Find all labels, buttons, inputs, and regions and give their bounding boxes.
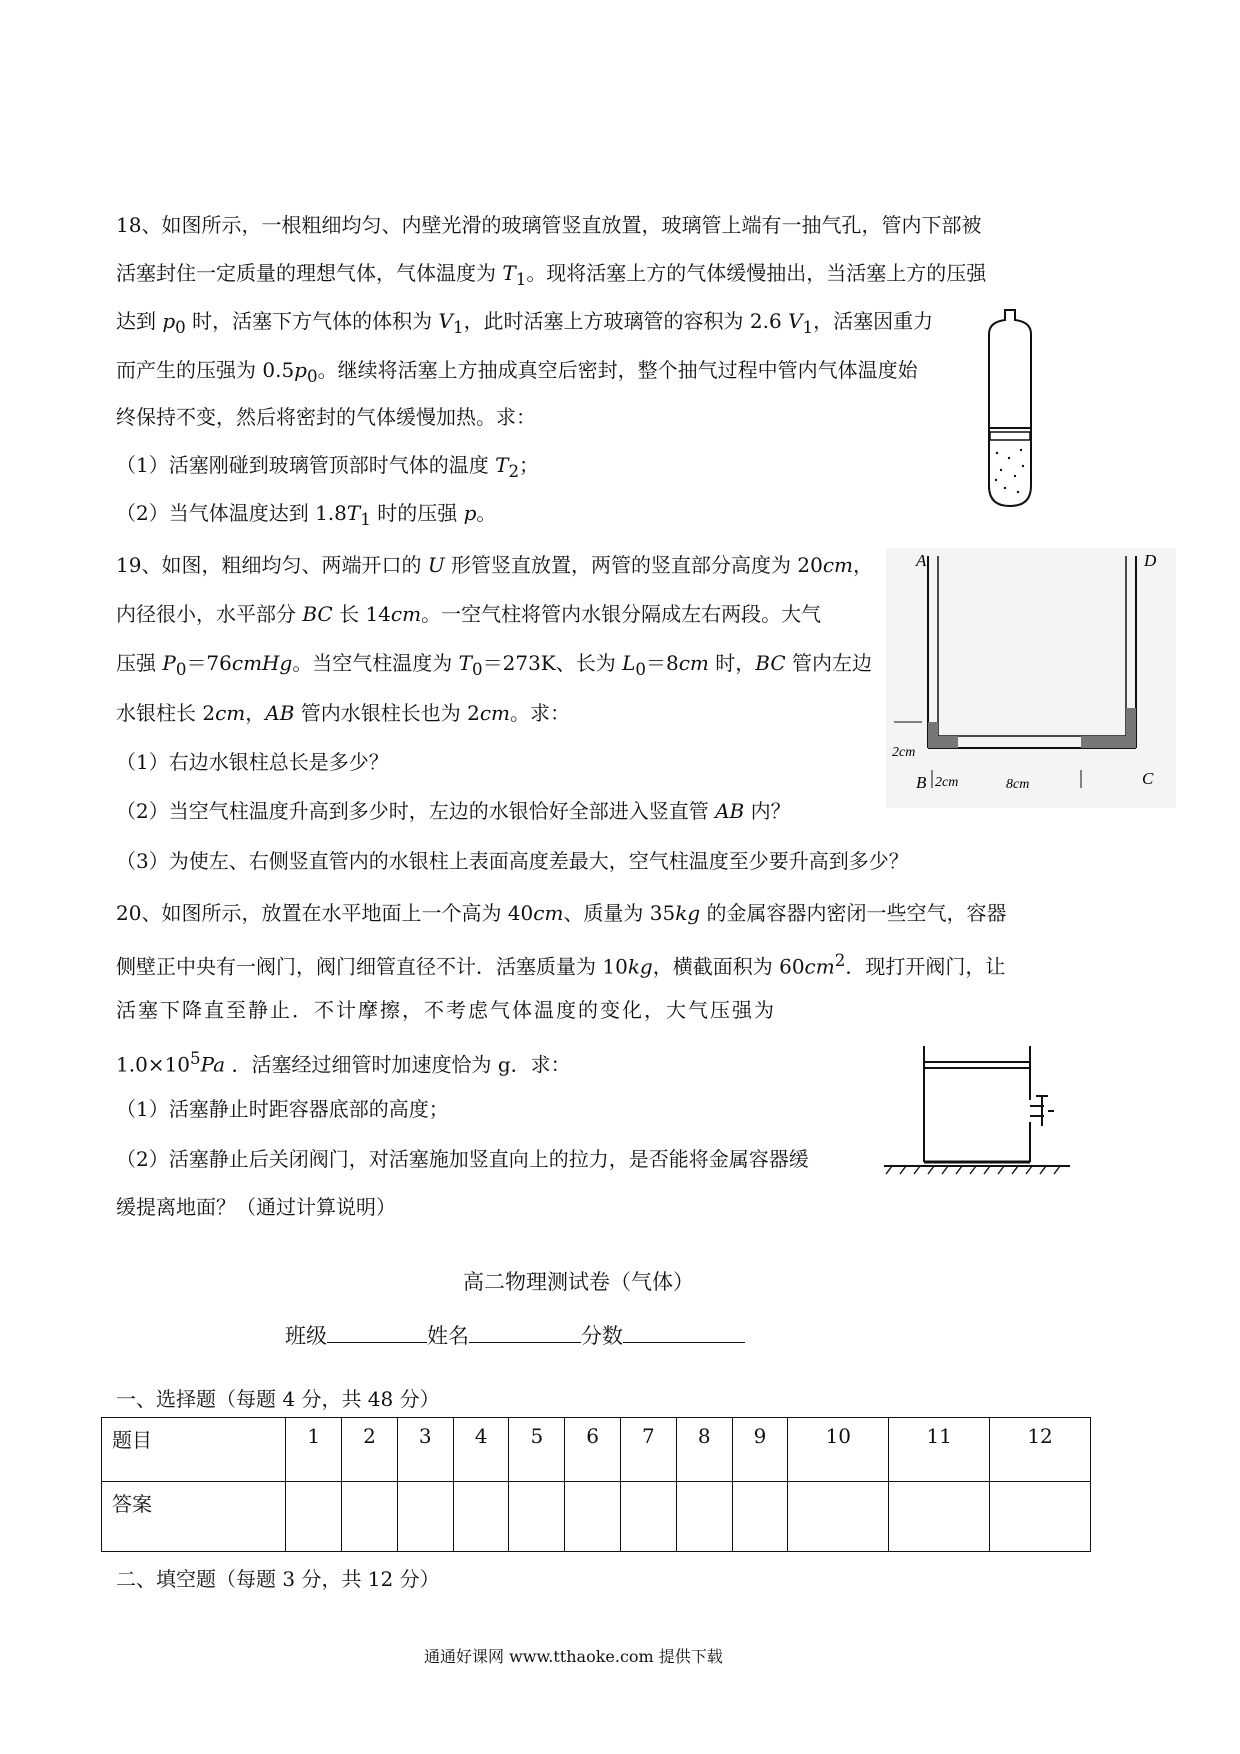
name-label: 姓名 xyxy=(427,1324,469,1348)
glass-tube-figure xyxy=(985,308,1035,508)
label-b: B xyxy=(916,773,927,792)
q19-line-1: 19、如图，粗细均匀、两端开口的 U 形管竖直放置，两管的竖直部分高度为 20cm， xyxy=(116,553,874,577)
q20-part-1: （1）活塞静止时距容器底部的高度； xyxy=(116,1097,449,1121)
score-field[interactable] xyxy=(623,1322,745,1343)
table-head-cell: 答案 xyxy=(102,1482,286,1552)
q19-line-4: 水银柱长 2cm，AB 管内水银柱长也为 2cm。求： xyxy=(116,701,571,725)
answer-cell[interactable] xyxy=(732,1482,788,1552)
q18-line-1: 18、如图所示，一根粗细均匀、内壁光滑的玻璃管竖直放置，玻璃管上端有一抽气孔，管内下部被 xyxy=(116,213,982,237)
container-figure xyxy=(884,1040,1074,1180)
answer-cell[interactable] xyxy=(397,1482,453,1552)
class-label: 班级 xyxy=(285,1324,327,1348)
label-d: D xyxy=(1144,551,1157,570)
q18-line-2: 活塞封住一定质量的理想气体，气体温度为 $T_1$。现将活塞上方的气体缓慢抽出，当活塞上方的压强 xyxy=(116,261,987,289)
q18-part-1: （1）活塞刚碰到玻璃管顶部时气体的温度 $T_2$； xyxy=(116,453,540,481)
q20-line-4: $1.0\times 10^5Pa$ ．活塞经过细管时加速度恰为 g．求： xyxy=(116,1049,571,1077)
question-number: 10 xyxy=(788,1418,889,1482)
question-number: 11 xyxy=(889,1418,990,1482)
q20-part-2: （2）活塞静止后关闭阀门，对活塞施加竖直向上的拉力，是否能将金属容器缓 xyxy=(116,1147,809,1171)
answer-table xyxy=(101,1417,1091,1552)
section-fill-heading: 二、填空题（每题 3 分，共 12 分） xyxy=(116,1567,440,1591)
question-number: 4 xyxy=(453,1418,509,1482)
question-number: 2 xyxy=(342,1418,398,1482)
answer-cell[interactable] xyxy=(565,1482,621,1552)
question-number: 9 xyxy=(732,1418,788,1482)
q20-line-1: 20、如图所示，放置在水平地面上一个高为 40cm、质量为 35kg 的金属容器内密闭一些空气，容器 xyxy=(116,901,1007,925)
question-number: 8 xyxy=(676,1418,732,1482)
question-number: 3 xyxy=(397,1418,453,1482)
answer-cell[interactable] xyxy=(676,1482,732,1552)
q19-line-2: 内径很小，水平部分 BC 长 14cm。一空气柱将管内水银分隔成左右两段。大气 xyxy=(116,602,822,626)
class-field[interactable] xyxy=(327,1322,427,1343)
answer-cell[interactable] xyxy=(453,1482,509,1552)
sheet-title: 高二物理测试卷（气体） xyxy=(463,1270,694,1294)
answer-cell[interactable] xyxy=(621,1482,677,1552)
label-air-8cm: 8cm xyxy=(1006,777,1030,792)
table-head-cell: 题目 xyxy=(102,1418,286,1482)
label-c: C xyxy=(1142,769,1154,788)
q18-line-4: 而产生的压强为 $0.5p_0$。继续将活塞上方抽成真空后密封，整个抽气过程中管内气体温度始 xyxy=(116,358,918,386)
label-width-2cm: 2cm xyxy=(935,775,959,790)
student-info xyxy=(285,1322,745,1349)
page-footer: 通通好课网 www.tthaoke.com 提供下载 xyxy=(424,1647,723,1666)
q18-part-2: （2）当气体温度达到 $1.8T_1$ 时的压强 p。 xyxy=(116,501,497,529)
answer-cell[interactable] xyxy=(889,1482,990,1552)
table-row xyxy=(102,1482,1091,1552)
answer-cell[interactable] xyxy=(509,1482,565,1552)
table-row xyxy=(102,1418,1091,1482)
answer-cell[interactable] xyxy=(342,1482,398,1552)
answer-cell[interactable] xyxy=(990,1482,1091,1552)
q18-line-5: 终保持不变，然后将密封的气体缓慢加热。求： xyxy=(116,405,536,429)
q20-part-2-cont: 缓提离地面？（通过计算说明） xyxy=(116,1195,396,1219)
q19-part-3: （3）为使左、右侧竖直管内的水银柱上表面高度差最大，空气柱温度至少要升高到多少？ xyxy=(116,849,909,873)
u-tube-figure xyxy=(886,548,1176,808)
q20-line-3: 活塞下降直至静止．不计摩擦，不考虑气体温度的变化，大气压强为 xyxy=(116,998,776,1022)
question-number: 1 xyxy=(286,1418,342,1482)
q20-line-2: 侧壁正中央有一阀门，阀门细管直径不计．活塞质量为 10kg，横截面积为 $60cm^2$．现打开阀门，让 xyxy=(116,951,1006,979)
answer-cell[interactable] xyxy=(788,1482,889,1552)
answer-cell[interactable] xyxy=(286,1482,342,1552)
label-a: A xyxy=(916,551,927,570)
question-number: 12 xyxy=(990,1418,1091,1482)
label-height-2cm: 2cm xyxy=(892,745,916,760)
section-choice-heading: 一、选择题（每题 4 分，共 48 分） xyxy=(116,1387,440,1411)
question-number: 7 xyxy=(621,1418,677,1482)
q19-part-1: （1）右边水银柱总长是多少？ xyxy=(116,750,389,774)
q19-part-2: （2）当空气柱温度升高到多少时，左边的水银恰好全部进入竖直管 AB 内？ xyxy=(116,799,791,823)
question-number: 6 xyxy=(565,1418,621,1482)
score-label: 分数 xyxy=(581,1324,623,1348)
q18-line-3: 达到 $p_0$ 时，活塞下方气体的体积为 $V_1$，此时活塞上方玻璃管的容积为 2.6 $V_1$，活塞因重力 xyxy=(116,309,934,337)
q19-line-3: 压强 $P_0=76cmHg$。当空气柱温度为 $T_0=273K$、长为 $L_0=8cm$ 时，BC 管内左边 xyxy=(116,651,872,679)
name-field[interactable] xyxy=(469,1322,581,1343)
question-number: 5 xyxy=(509,1418,565,1482)
